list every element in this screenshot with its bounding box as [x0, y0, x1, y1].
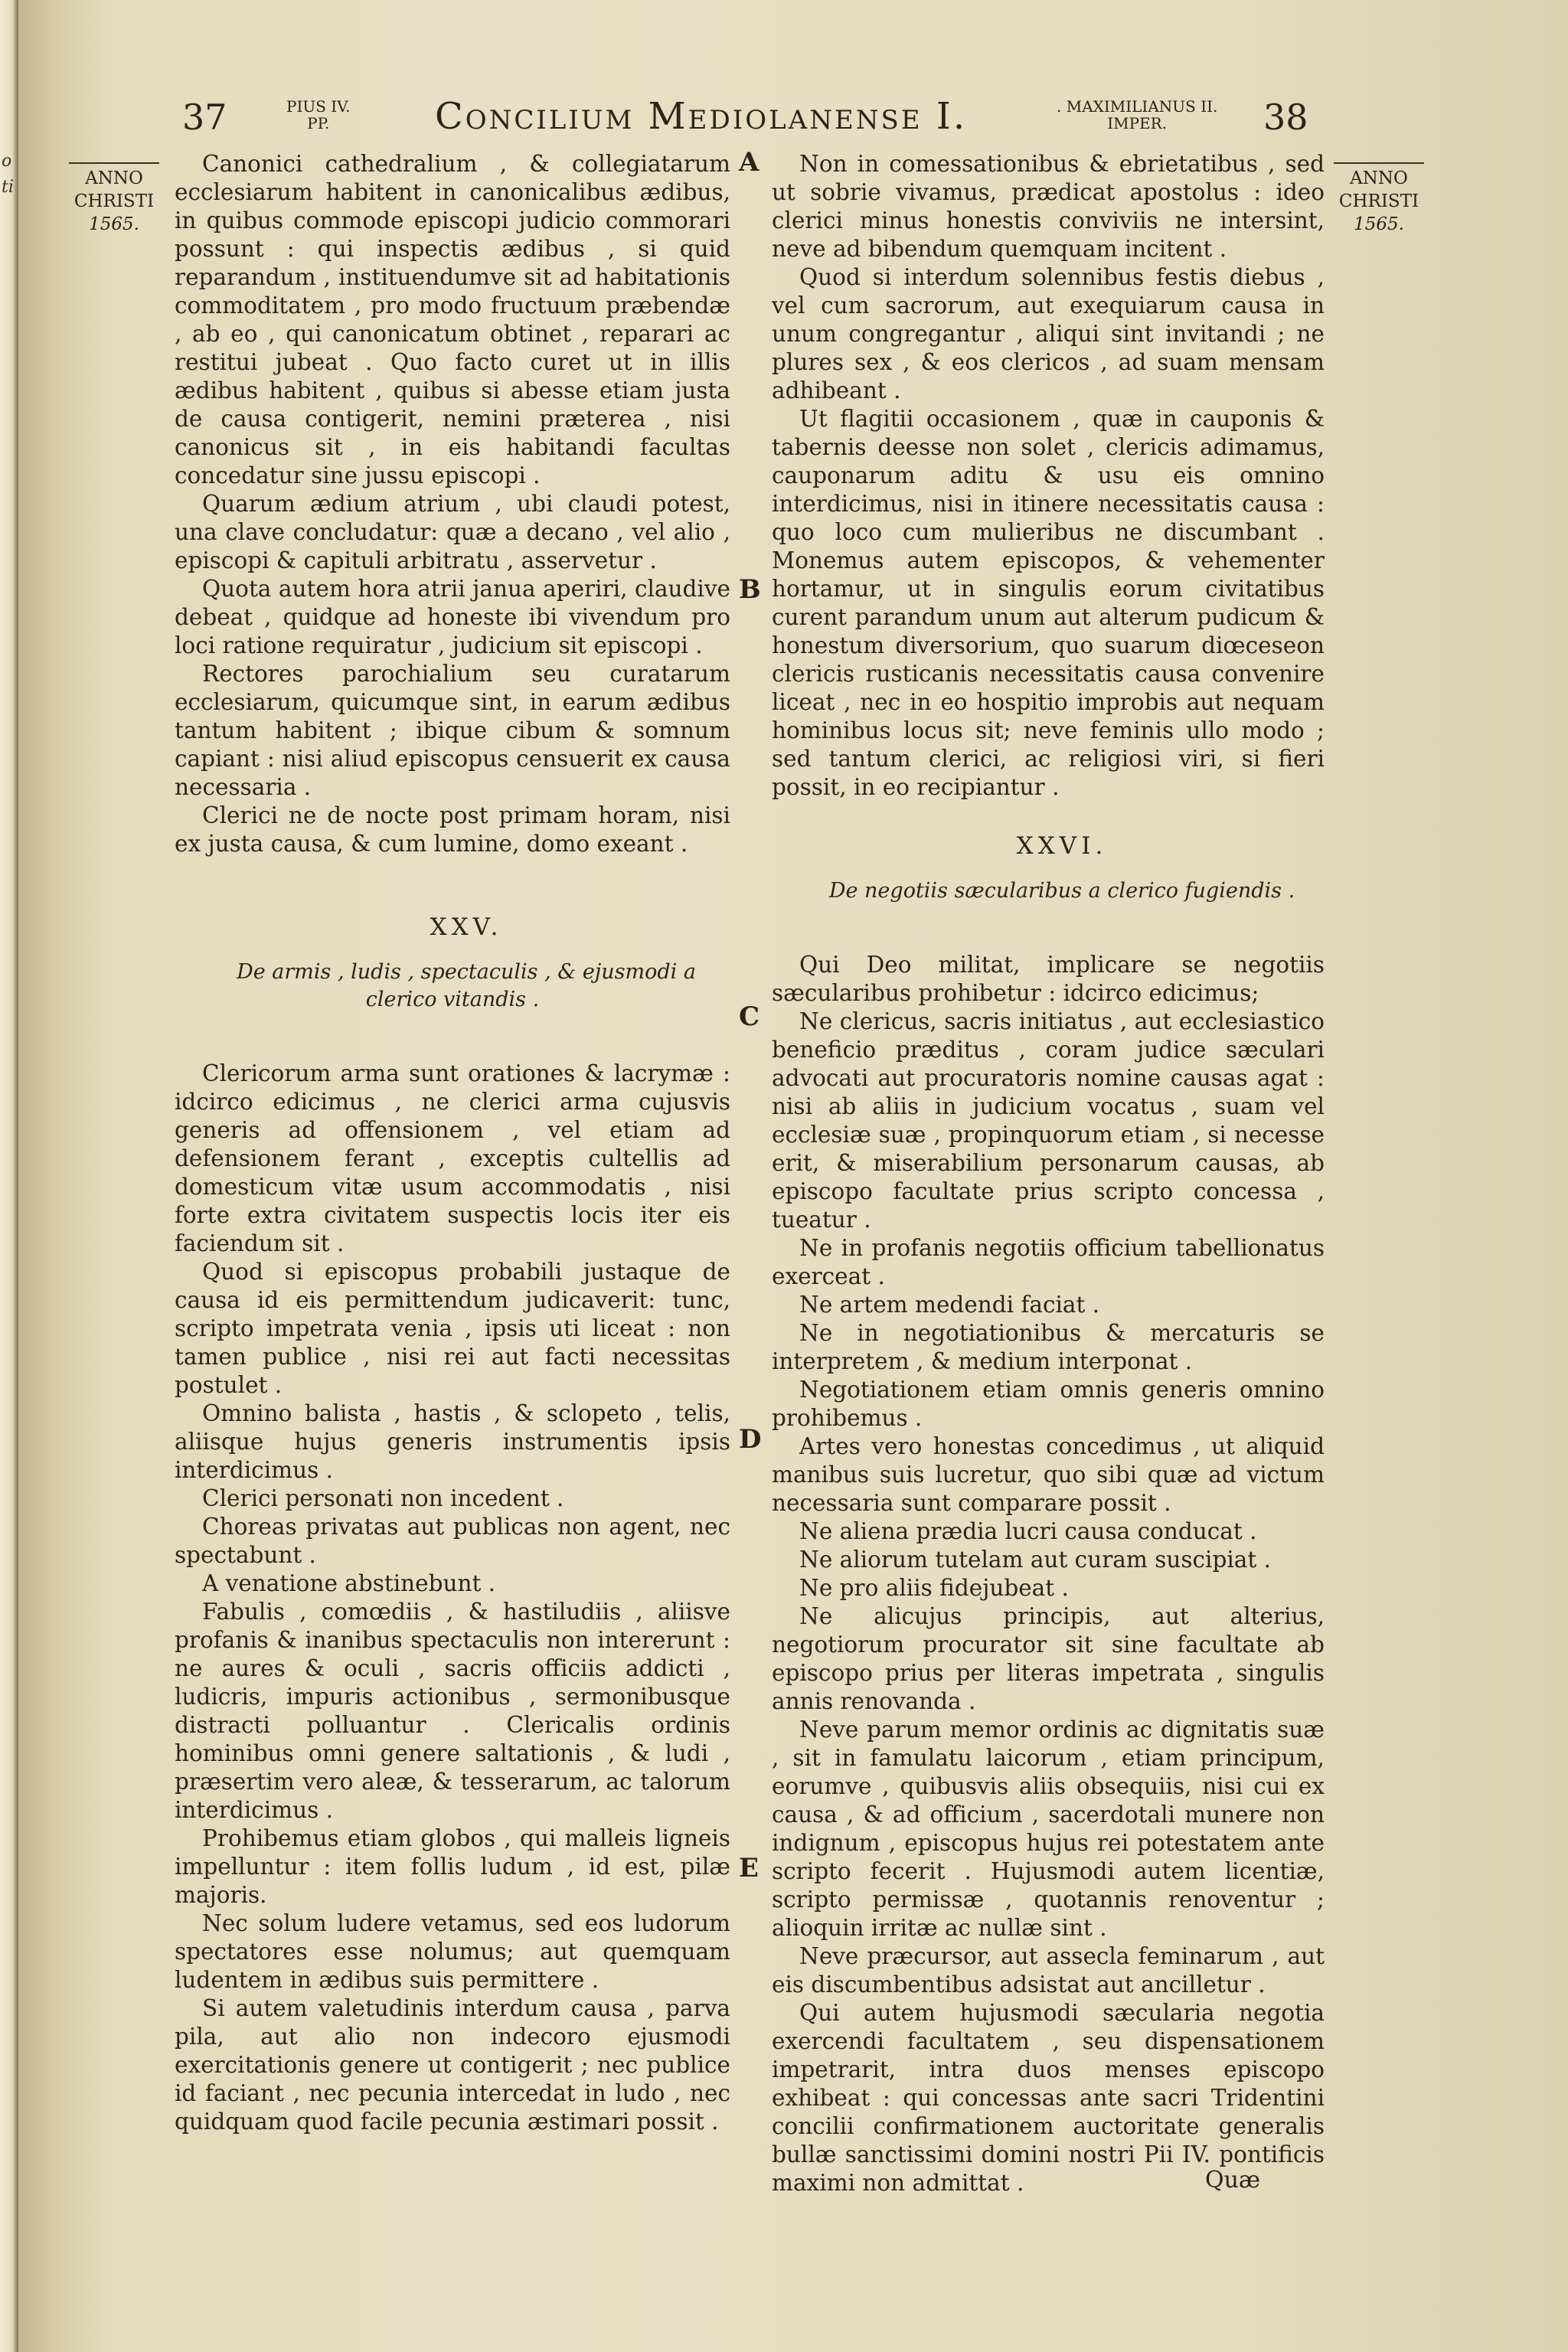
paragraph: Quod si episcopus probabili justaque de causa id eis permittendum judicaverit: tunc, scripto impetrata venia , ipsis uti liceat : non tamen publice , nisi rei aut facti necessitas postulet . [175, 1259, 730, 1398]
paragraph: Fabulis , comœdiis , & hastiludiis , aliisve profanis & inanibus spectaculis non intererunt : ne aures & oculi , sacris officiis addicti , ludicris, impuris actionibus , sermonibusque distracti polluantur . Clericalis ordinis hominibus omni genere saltationis , & ludi , præsertim vero aleæ, & tesserarum, ac talorum interdicimus . [175, 1599, 730, 1823]
right-column [772, 150, 1325, 2197]
header-pius-line2: PP. [307, 114, 330, 132]
paragraph: Ne artem medendi faciat . [799, 1292, 1100, 1318]
margin-christi: CHRISTI [1338, 191, 1419, 211]
paragraph: Choreas privatas aut publicas non agent, nec spectabunt . [175, 1514, 730, 1568]
margin-anno: ANNO [85, 168, 143, 188]
left-column [175, 150, 730, 2136]
page-number-right: 38 [1263, 96, 1308, 138]
paragraph: Rectores parochialium seu curatarum ecclesiarum, quicumque sint, in earum ædibus tantum habitent ; ibique cibum & somnum capiant : nisi aliud episcopus censuerit ex causa necessaria . [175, 661, 730, 800]
header-maximilianus-line1: . MAXIMILIANUS II. [1057, 97, 1218, 116]
margin-year-right [1334, 162, 1424, 236]
margin-year: 1565. [1354, 214, 1404, 234]
paragraph: Ne clericus, sacris initiatus , aut ecclesiastico beneficio præditus , coram judice sæculari advocati aut procuratoris nomine causas agat : nisi ab aliis in judicium vocatus , suam vel ecclesiæ suæ , propinquorum etiam , si necesse erit, & miserabilium personarum causas, ab episcopo facultate prius scripto concessa , tueatur . [772, 1008, 1325, 1233]
paragraph: Neve præcursor, aut assecla feminarum , aut eis discumbentibus adsistat aut ancilletur . [772, 1943, 1325, 1998]
paragraph: Qui Deo militat, implicare se negotiis sæcularibus prohibetur : idcirco edicimus; [772, 952, 1325, 1006]
paragraph: Clerici personati non incedent . [202, 1485, 564, 1511]
section-title-xxv: De armis , ludis , spectaculis , & ejusmodi a clerico vitandis . [237, 960, 696, 1011]
paragraph: Canonici cathedralium , & collegiatarum ecclesiarum habitent in canonicalibus ædibus, in quibus commode episcopi judicio commorari possunt : qui inspectis ædibus , si quid reparandum , instituendumve sit ad habitationis commoditatem , pro modo fructuum præbendæ , ab eo , qui canonicatum obtinet , reparari ac restitui jubeat . Quo facto curet ut in illis ædibus habitent , quibus si abesse etiam justa de causa contigerit, nemini præterea , nisi canonicus sit , in eis habitandi facultas concedatur sine jussu episcopi . [175, 151, 730, 488]
section-letter-a: A [739, 147, 760, 178]
paragraph: Ne in negotiationibus & mercaturis se interpretem , & medium interponat . [772, 1320, 1325, 1374]
page-number-left: 37 [182, 96, 227, 138]
paragraph: Clericorum arma sunt orationes & lacrymæ : idcirco edicimus , ne clerici arma cujusvis generis ad offensionem , vel etiam ad defensionem ferant , exceptis cultellis ad domesticum vitæ usum accommodatis , nisi forte extra civitatem suspectis locis iter eis faciendum sit . [175, 1060, 730, 1256]
paragraph: Qui autem hujusmodi sæcularia negotia exercendi facultatem , seu dispensationem impetrarit, intra duos menses episcopo exhibeat : qui concessas ante sacri Tridentini concilii confirmationem auctoritate generalis bullæ sanctissimi domini nostri Pii IV. pontificis maximi non admittat . [772, 2000, 1325, 2196]
header-pius [286, 98, 350, 132]
paragraph: Negotiationem etiam omnis generis omnino prohibemus . [772, 1377, 1325, 1431]
paragraph: Artes vero honestas concedimus , ut aliquid manibus suis lucretur, quo sibi quæ ad victum necessaria sunt comparare possit . [772, 1433, 1325, 1516]
paragraph: Ne aliorum tutelam aut curam suscipiat . [799, 1547, 1271, 1573]
section-number-xxv: XXV. [430, 913, 503, 941]
header-pius-line1: PIUS IV. [286, 97, 351, 116]
margin-year: 1565. [89, 214, 139, 234]
paragraph: Ut flagitii occasionem , quæ in cauponis & tabernis deesse non solet , clericis adimamus, cauponarum aditu & usu eis omnino interdicimus, nisi in itinere necessitatis causa : quo loco cum mulieribus ne discumbant . Monemus autem episcopos, & vehementer hortamur, ut in singulis eorum civitatibus curent parandum unum aut alterum pudicum & honestum diversorium, quo suarum diœceseon clericis rusticanis necessitatis causa convenire liceat , nec in eo hospitio improbis aut nequam hominibus locus sit; neve feminis ullo modo ; sed tantum clerici, ac religiosi viri, si fieri possit, in eo recipiantur . [772, 406, 1325, 800]
paragraph: Neve parum memor ordinis ac dignitatis suæ , sit in famulatu laicorum , etiam principum, eorumve , quibusvis aliis obsequiis, nisi cui ex causa , & ad officium , sacerdotali munere non indignum , episcopus hujus rei potestatem ante scripto fecerit . Hujusmodi autem licentiæ, scripto permissæ , quotannis renoventur ; alioquin irritæ ac nullæ sint . [772, 1717, 1325, 1941]
paragraph: Quarum ædium atrium , ubi claudi potest, una clave concludatur: quæ a decano , vel alio , episcopi & capituli arbitratu , asservetur . [175, 491, 730, 573]
section-letter-c: C [739, 1001, 760, 1032]
paragraph: Ne aliena prædia lucri causa conducat . [799, 1518, 1257, 1544]
paragraph: Clerici ne de nocte post primam horam, nisi ex justa causa, & cum lumine, domo exeant . [175, 802, 730, 857]
header-maximilianus [1057, 98, 1217, 132]
paragraph: A venatione abstinebunt . [202, 1570, 496, 1596]
running-title: Concilium Mediolanense I. [435, 95, 968, 138]
paragraph: Nec solum ludere vetamus, sed eos ludorum spectatores esse nolumus; aut quemquam ludentem in ædibus suis permittere . [175, 1910, 730, 1993]
section-letter-e: E [739, 1853, 759, 1883]
section-number-xxvi: XXVI. [1016, 832, 1108, 860]
paragraph: Quota autem hora atrii janua aperiri, claudive debeat , quidque ad honeste ibi vivendum pro loci ratione requiratur , judicium sit episcopi . [175, 576, 730, 658]
paragraph: Prohibemus etiam globos , qui malleis ligneis impelluntur : item follis ludum , id est, pilæ majoris. [175, 1825, 730, 1908]
paragraph: Omnino balista , hastis , & sclopeto , telis, aliisque hujus generis instrumentis ipsis interdicimus . [175, 1400, 730, 1483]
paragraph: Ne alicujus principis, aut alterius, negotiorum procurator sit sine facultate ab episcopo prius per literas impetrata , singulis annis renovanda . [772, 1603, 1325, 1714]
paragraph: Non in comessationibus & ebrietatibus , sed ut sobrie vivamus, prædicat apostolus : ideo clerici minus honestis conviviis ne intersint, neve ad bibendum quemquam incitent . [772, 151, 1325, 262]
paragraph: Quod si interdum solennibus festis diebus , vel cum sacrorum, aut exequiarum causa in unum congregantur , aliqui sint invitandi ; ne plures sex , & eos clericos , ad suam mensam adhibeant . [772, 264, 1325, 403]
section-letter-b: B [739, 574, 761, 605]
margin-year-left [69, 162, 159, 236]
paragraph: Si autem valetudinis interdum causa , parva pila, aut alio non indecoro ejusmodi exercitationis genere ut contigerit ; nec publice id faciant , nec pecunia intercedat in ludo , nec quidquam quod facile pecunia æstimari possit . [175, 1995, 730, 2135]
header-maximilianus-line2: IMPER. [1107, 114, 1168, 132]
margin-christi: CHRISTI [74, 191, 155, 211]
section-title-xxvi: De negotiis sæcularibus a clerico fugiendis . [828, 879, 1295, 903]
paragraph: Ne pro aliis fidejubeat . [799, 1575, 1069, 1601]
catchword: Quæ [1205, 2167, 1261, 2194]
margin-anno: ANNO [1350, 168, 1408, 188]
section-letter-d: D [739, 1424, 762, 1455]
previous-page-edge: o ti [0, 0, 18, 2352]
paragraph: Ne in profanis negotiis officium tabellionatus exerceat . [772, 1235, 1325, 1289]
